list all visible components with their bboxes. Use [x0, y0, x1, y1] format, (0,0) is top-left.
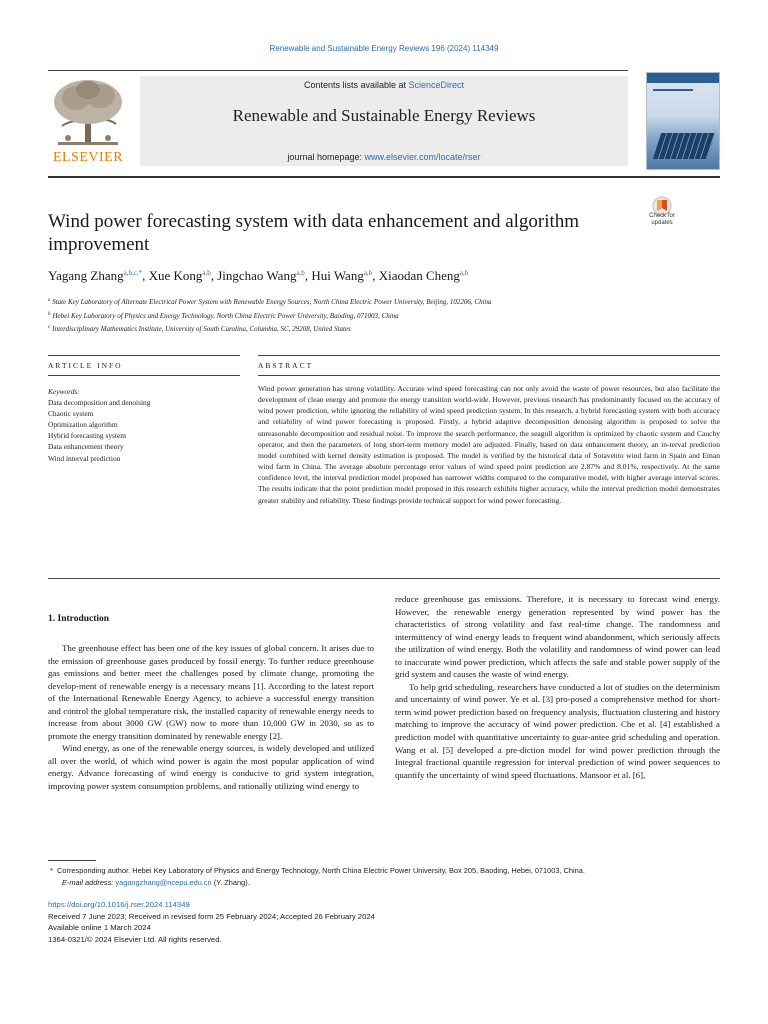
affiliation-label: a [48, 298, 51, 303]
elsevier-tree-icon [48, 76, 128, 148]
author[interactable] [311, 268, 378, 283]
corresponding-text: Corresponding author. Hebei Key Laboratory of Physics and Energy Technology, North China Electric Power University, Box 205, Baoding, Hebei, 071003, China. [57, 866, 585, 875]
copyright: 1364-0321/© 2024 Elsevier Ltd. All rights reserved. [48, 934, 222, 944]
footnote-email [48, 877, 728, 889]
solar-panel-icon [653, 133, 715, 159]
body-paragraph: The greenhouse effect has been one of the key issues of global concern. It arises due to the emission of greenhouse gases produced by fossil energy. To further reduce greenhouse gas emissions and better meet the challenges posed by climate change, promoting the develop-ment of renewable energy is a necessary means [1]. According to the latest report of the International Renewable Energy Agency, to achieve a successful energy transition and control the global temperature risk, the installed capacity of renewable energy needs to increase from about 3000 GW (GW) now to more than 10,000 GW in 2030, so as to promote the energy transition dominated by renewable energy [2]. [48, 643, 374, 741]
abstract-rule-bottom [48, 578, 720, 579]
author-name: Yagang Zhang [48, 268, 124, 283]
affiliation-list [48, 295, 728, 336]
author-name: Hui Wang [311, 268, 364, 283]
author-affiliation-marks[interactable]: a,b [202, 269, 211, 277]
author-list [48, 268, 728, 284]
body-paragraph: Wind energy, as one of the renewable energy sources, is widely developed and utilized all over the world, of which wind power is again the most popular application of wind energy. Advance forecasting of wind energy is conducive to grid system integration, improving power system consumption problems, and rationally utilizing wind energy to [48, 743, 374, 792]
footnote-corresponding: * Corresponding author. Hebei Key Laboratory of Physics and Energy Technology, North China Electric Power University, Box 205, Baoding, Hebei, 071003, China. [48, 866, 585, 875]
author[interactable] [149, 268, 218, 283]
author-affiliation-marks[interactable]: a,b [363, 269, 373, 277]
sciencedirect-link[interactable]: ScienceDirect [408, 80, 465, 90]
author[interactable] [379, 268, 469, 283]
author-affiliation-marks[interactable]: a,b [459, 269, 469, 277]
elsevier-logo[interactable] [48, 76, 128, 166]
abstract-rule-top [258, 355, 720, 356]
received-dates: Received 7 June 2023; Received in revised form 25 February 2024; Accepted 26 February 2024 [48, 911, 375, 921]
email-label: E-mail address: [62, 878, 114, 887]
author-name: Xue Kong [148, 268, 203, 283]
contents-line [140, 80, 628, 90]
article-info-rule-bottom [48, 375, 240, 376]
body-paragraph: reduce greenhouse gas emissions. Therefore, it is necessary to forecast wind energy. However, the renewable energy generation represented by wind power has the characteristics of strong volatility and fast real-time change. The randomness and intermittency of wind energy leads to frequent wind abandonment, which seriously affects the utilization of wind energy. Both the volatility and randomness of wind power can lead to inaccurate wind power prediction, which affects the safe and stable power supply of the grid system and causes the waste of wind energy. [395, 594, 720, 680]
article-info-heading: ARTICLE INFO [48, 361, 123, 370]
doi-link[interactable]: https://doi.org/10.1016/j.rser.2024.114349 [48, 900, 190, 909]
footnote-rule [48, 860, 96, 861]
author-separator: , [210, 268, 218, 283]
keyword: Optimization algorithm [48, 420, 118, 430]
contents-prefix: Contents lists available at [303, 80, 409, 90]
available-online: Available online 1 March 2024 [48, 923, 151, 933]
author[interactable] [48, 268, 149, 283]
article-title: Wind power forecasting system with data enhancement and algorithm improvement [48, 211, 580, 255]
homepage-prefix: journal homepage: [287, 152, 365, 162]
homepage-line [140, 152, 628, 162]
affiliation-text: Interdisciplinary Mathematics Institute, University of South Carolina, Columbia, SC, 29208, United States [52, 325, 351, 333]
body-column-right [395, 593, 720, 781]
author[interactable] [217, 268, 311, 283]
author-separator: , [372, 268, 379, 283]
keyword: Data enhancement theory [48, 442, 124, 452]
article-metadata [48, 899, 728, 945]
check-updates-label: Check for updates [649, 213, 675, 226]
homepage-link[interactable]: www.elsevier.com/locate/rser [364, 152, 481, 162]
cover-band [647, 73, 720, 83]
keywords-label: Keywords: [48, 387, 80, 396]
affiliation-text: State Key Laboratory of Alternate Electrical Power System with Renewable Energy Sources, North China Electric Power University, Beijing, 102206, China [52, 298, 492, 306]
author-affiliation-marks[interactable]: a,b,c,* [123, 269, 143, 277]
affiliation-label: b [48, 311, 51, 317]
email-suffix: (Y. Zhang). [211, 878, 250, 887]
cover-title-mark [653, 89, 693, 107]
keyword: Wind interval prediction [48, 453, 121, 463]
email-link[interactable]: yagangzhang@ncepu.edu.cn [115, 878, 212, 887]
section-heading-introduction: 1. Introduction [48, 614, 110, 624]
abstract-text: Wind power generation has strong volatility. Accurate wind speed forecasting can not only avoid the waste of power resources, but also facilitate the development of clean energy and promote the energy transition world-wide. However, previous research has predominantly focused on the accuracy of wind power prediction, while ignoring the reliability of wind speed prediction system. In this research, a hybrid forecasting system with both accuracy and reliability of wind power forecasting is proposed. Firstly, a hybrid adaptive decomposition denoising algorithm is proposed to solve the unreasonable decomposition and residual noise. To improve the search performance, the seagull algorithm is optimized by chaotic system and Cauchy operator, and then the parameters of long short-term memory model are adjusted. Finally, based on data enhancement theory, an in-terval prediction model combined with kernel density estimation is proposed. The model is verified by the historical data of Sotavento wind farm in Spain and Eman wind farm in China. The average absolute percentage error values of wind speed point prediction are 2.87% and 8.01%, respectively. At the same confidence level, the interval prediction model proposed has narrower widths compared to the comparative model, with higher average interval scores. The results indicate that the point prediction model proposed in this research exhibits higher accuracy, while the interval prediction model demonstrates greater stability and reliability. These findings provide technical support for wind power forecasting. [258, 384, 720, 505]
article-info-rule-top [48, 355, 240, 356]
abstract-heading: ABSTRACT [258, 361, 314, 370]
affiliation-text: Hebei Key Laboratory of Physics and Energy Technology, North China Electric Power University, Baoding, 071003, China [52, 311, 399, 320]
author-separator: , [142, 268, 149, 283]
affiliation [48, 309, 728, 323]
corresponding-author-footnote [48, 865, 728, 889]
header-rule-top [48, 70, 628, 71]
affiliation-label: c [48, 325, 51, 330]
affiliation [48, 322, 728, 336]
body-column-left [48, 642, 374, 793]
keyword: Chaotic system [48, 409, 94, 419]
journal-title: Renewable and Sustainable Energy Reviews [232, 106, 536, 125]
journal-citation[interactable]: Renewable and Sustainable Energy Reviews 196 (2024) 114349 [269, 44, 499, 53]
header-rule-bottom [48, 176, 720, 178]
keywords-block [48, 386, 238, 464]
keyword: Data decomposition and denoising [48, 398, 151, 408]
affiliation [48, 295, 728, 309]
publisher-name: ELSEVIER [52, 150, 124, 165]
abstract-rule-mid [258, 375, 720, 376]
keyword: Hybrid forecasting system [48, 431, 126, 441]
author-name: Jingchao Wang [217, 268, 297, 283]
journal-cover-thumbnail[interactable] [646, 72, 720, 170]
author-affiliation-marks[interactable]: a,b [296, 269, 305, 277]
body-paragraph: To help grid scheduling, researchers have conducted a lot of studies on the determinism and uncertainty of wind power. Ye et al. [3] pro-posed a comprehensive method for short-term wind power prediction based on frequency analysis, fluctuation clustering and history matching to improve the accuracy of wind power prediction. Che et al. [4] established a prediction model with quantitative uncertainty to guar-antee grid scheduling and operation. Wang et al. [5] developed a pre-diction model for wind power prediction through the Integral fractional quantile regression for interval prediction of wind power sequences to quantify the uncertainty of wind speed fluctuations. Mansoor et al. [6], [395, 681, 720, 780]
author-separator: , [304, 268, 312, 283]
author-name: Xiaodan Cheng [378, 268, 460, 283]
